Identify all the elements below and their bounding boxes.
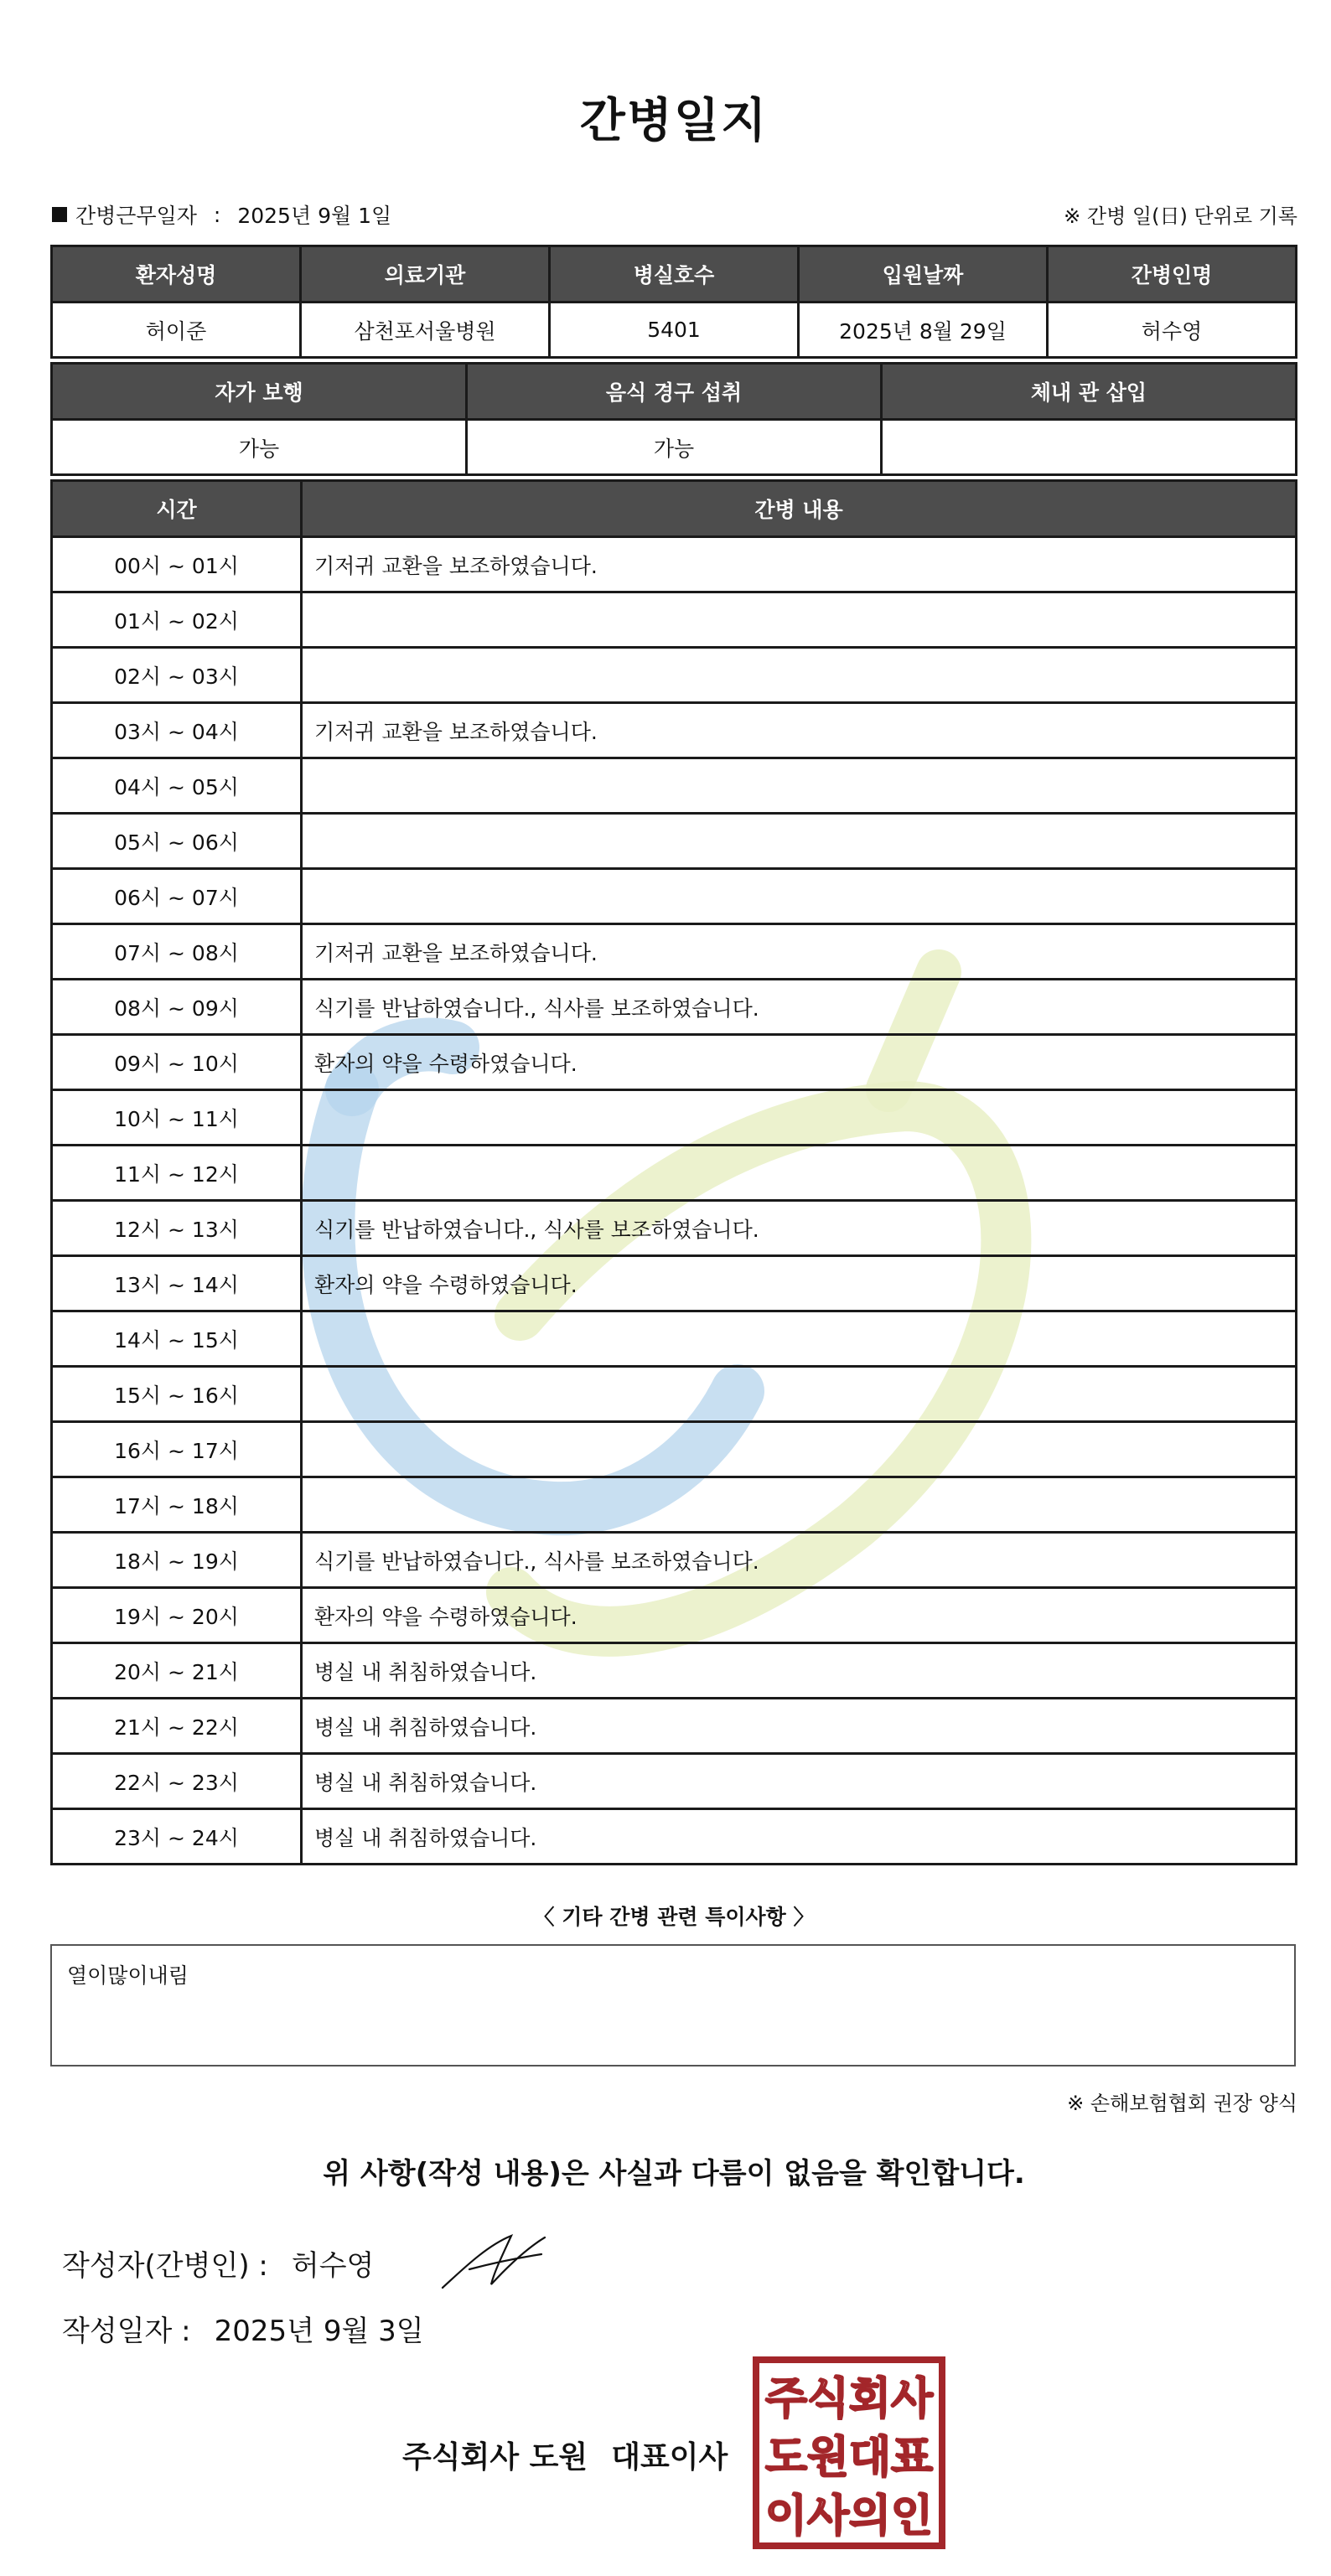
table-row xyxy=(52,703,1297,758)
admission-date: 2025년 8월 29일 xyxy=(799,303,1048,358)
time-cell: 21시 ~ 22시 xyxy=(52,1699,302,1754)
time-cell: 11시 ~ 12시 xyxy=(52,1146,302,1201)
content-cell: 병실 내 취침하였습니다. xyxy=(302,1699,1297,1754)
care-log-table xyxy=(50,479,1297,1865)
table-row xyxy=(52,1754,1297,1809)
content-cell: 기저귀 교환을 보조하였습니다. xyxy=(302,703,1297,758)
table-row xyxy=(52,1699,1297,1754)
content-cell xyxy=(302,1422,1297,1477)
unit-note: ※ 간병 일(日) 단위로 기록 xyxy=(1064,204,1297,228)
header-content: 간병 내용 xyxy=(302,481,1297,537)
time-cell: 03시 ~ 04시 xyxy=(52,703,302,758)
work-date-separator: : xyxy=(213,202,221,227)
time-cell: 15시 ~ 16시 xyxy=(52,1367,302,1422)
table-row xyxy=(52,1256,1297,1311)
table-row xyxy=(52,1035,1297,1090)
time-cell: 14시 ~ 15시 xyxy=(52,1311,302,1367)
form-source-note: ※ 손해보험협회 권장 양식 xyxy=(1067,2092,1297,2115)
content-cell xyxy=(302,1146,1297,1201)
table-row xyxy=(52,1146,1297,1201)
time-cell: 10시 ~ 11시 xyxy=(52,1090,302,1146)
company-representative: 대표이사 xyxy=(611,2440,728,2475)
header-oral-intake: 음식 경구 섭취 xyxy=(467,364,882,420)
content-cell xyxy=(302,814,1297,869)
table-row xyxy=(52,924,1297,980)
notes-box xyxy=(50,1944,1296,2066)
content-cell xyxy=(302,648,1297,703)
content-cell xyxy=(302,758,1297,814)
seal-text-line: 이사의인 xyxy=(765,2491,933,2542)
header-time: 시간 xyxy=(52,481,302,537)
time-cell: 23시 ~ 24시 xyxy=(52,1809,302,1865)
header-patient-name: 환자성명 xyxy=(52,246,301,303)
time-cell: 04시 ~ 05시 xyxy=(52,758,302,814)
table-row xyxy=(52,758,1297,814)
table-row xyxy=(52,869,1297,924)
patient-info-table xyxy=(50,245,1297,359)
table-row xyxy=(52,1588,1297,1643)
header-admission-date: 입원날짜 xyxy=(799,246,1048,303)
content-cell: 환자의 약을 수령하였습니다. xyxy=(302,1256,1297,1311)
content-cell: 기저귀 교환을 보조하였습니다. xyxy=(302,537,1297,592)
time-cell: 18시 ~ 19시 xyxy=(52,1533,302,1588)
table-row xyxy=(52,592,1297,648)
content-cell: 환자의 약을 수령하였습니다. xyxy=(302,1588,1297,1643)
caregiver-name: 허수영 xyxy=(1048,303,1297,358)
room-number: 5401 xyxy=(550,303,799,358)
table-row xyxy=(52,1090,1297,1146)
time-cell: 12시 ~ 13시 xyxy=(52,1201,302,1256)
content-cell: 식기를 반납하였습니다., 식사를 보조하였습니다. xyxy=(302,980,1297,1035)
time-cell: 08시 ~ 09시 xyxy=(52,980,302,1035)
table-row xyxy=(52,980,1297,1035)
content-cell xyxy=(302,1090,1297,1146)
work-date-label: 간병근무일자 xyxy=(75,204,197,228)
content-cell xyxy=(302,869,1297,924)
content-cell: 환자의 약을 수령하였습니다. xyxy=(302,1035,1297,1090)
content-cell xyxy=(302,1477,1297,1533)
content-cell: 병실 내 취침하였습니다. xyxy=(302,1643,1297,1699)
header-tube-insertion: 체내 관 삽입 xyxy=(882,364,1297,420)
time-cell: 07시 ~ 08시 xyxy=(52,924,302,980)
time-cell: 02시 ~ 03시 xyxy=(52,648,302,703)
writer-name: 허수영 xyxy=(291,2249,375,2283)
table-row xyxy=(52,1422,1297,1477)
writer-row xyxy=(62,2242,374,2284)
header-caregiver: 간병인명 xyxy=(1048,246,1297,303)
content-cell: 병실 내 취침하였습니다. xyxy=(302,1809,1297,1865)
handwritten-signature xyxy=(436,2229,553,2296)
table-row xyxy=(52,537,1297,592)
ability-table xyxy=(50,362,1297,476)
time-cell: 22시 ~ 23시 xyxy=(52,1754,302,1809)
time-cell: 17시 ~ 18시 xyxy=(52,1477,302,1533)
content-cell: 기저귀 교환을 보조하였습니다. xyxy=(302,924,1297,980)
header-institution: 의료기관 xyxy=(301,246,550,303)
self-walking-value: 가능 xyxy=(52,420,467,475)
table-row xyxy=(52,1809,1297,1865)
work-date-row xyxy=(50,199,1297,230)
company-seal xyxy=(753,2356,945,2549)
content-cell xyxy=(302,592,1297,648)
work-date-value: 2025년 9월 1일 xyxy=(237,204,392,228)
write-date-value: 2025년 9월 3일 xyxy=(214,2315,424,2348)
table-row xyxy=(52,1477,1297,1533)
time-cell: 20시 ~ 21시 xyxy=(52,1643,302,1699)
table-row xyxy=(52,1533,1297,1588)
write-date-label: 작성일자 : xyxy=(62,2315,191,2348)
oral-intake-value: 가능 xyxy=(467,420,882,475)
seal-text-line: 도원대표 xyxy=(765,2433,933,2483)
notes-text: 열이많이내림 xyxy=(67,1963,189,1988)
time-cell: 16시 ~ 17시 xyxy=(52,1422,302,1477)
table-row xyxy=(52,814,1297,869)
time-cell: 06시 ~ 07시 xyxy=(52,869,302,924)
company-name: 주식회사 도원 xyxy=(402,2440,588,2475)
confirmation-statement: 위 사항(작성 내용)은 사실과 다름이 없음을 확인합니다. xyxy=(323,2157,1025,2191)
content-cell: 식기를 반납하였습니다., 식사를 보조하였습니다. xyxy=(302,1533,1297,1588)
content-cell xyxy=(302,1367,1297,1422)
time-cell: 19시 ~ 20시 xyxy=(52,1588,302,1643)
time-cell: 01시 ~ 02시 xyxy=(52,592,302,648)
bullet-square-icon xyxy=(52,207,67,222)
time-cell: 05시 ~ 06시 xyxy=(52,814,302,869)
document-title: 간병일지 xyxy=(579,94,769,148)
patient-name: 허이준 xyxy=(52,303,301,358)
table-row xyxy=(52,1311,1297,1367)
content-cell: 병실 내 취침하였습니다. xyxy=(302,1754,1297,1809)
time-cell: 09시 ~ 10시 xyxy=(52,1035,302,1090)
table-row xyxy=(52,1643,1297,1699)
time-cell: 00시 ~ 01시 xyxy=(52,537,302,592)
writer-label: 작성자(간병인) : xyxy=(62,2249,268,2283)
table-row xyxy=(52,1367,1297,1422)
time-cell: 13시 ~ 14시 xyxy=(52,1256,302,1311)
content-cell: 식기를 반납하였습니다., 식사를 보조하였습니다. xyxy=(302,1201,1297,1256)
company-row xyxy=(402,2434,728,2476)
institution: 삼천포서울병원 xyxy=(301,303,550,358)
table-row xyxy=(52,1201,1297,1256)
table-row xyxy=(52,648,1297,703)
notes-title: 〈 기타 간병 관련 특이사항 〉 xyxy=(533,1905,815,1929)
header-self-walking: 자가 보행 xyxy=(52,364,467,420)
header-room: 병실호수 xyxy=(550,246,799,303)
seal-text-line: 주식회사 xyxy=(765,2374,934,2424)
content-cell xyxy=(302,1311,1297,1367)
tube-insertion-value xyxy=(882,420,1297,475)
write-date-row xyxy=(62,2308,424,2349)
